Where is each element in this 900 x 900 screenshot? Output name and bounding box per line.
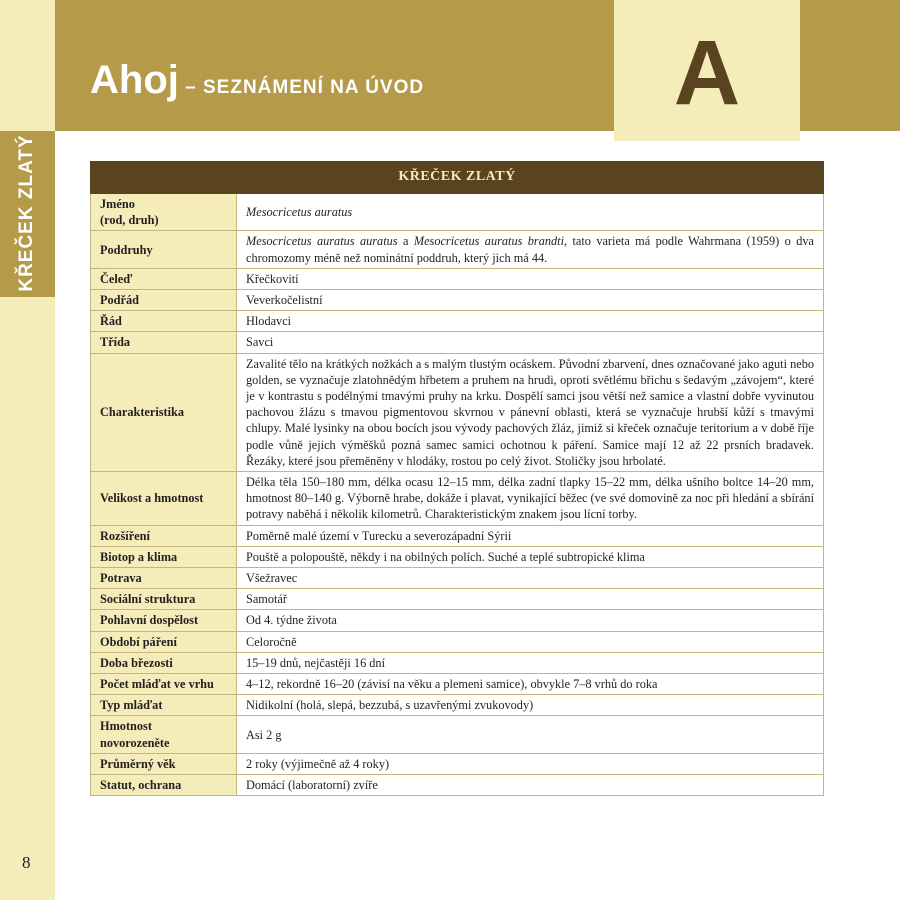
table-row (91, 472, 824, 526)
page-title (90, 58, 424, 103)
row-value: Zavalité tělo na krátkých nožkách a s malým tlustým ocáskem. Původní zbarvení, dnes označované jako aguti nebo golden, se vyznačuje zlatohnědým hřbetem a pruhem na hrudi, oproti světlému břichu s šedavým „závojem“, které je v kontrastu s podélnými tmavými pruhy na krku. Dospělí samci jsou větší než samice a vlastní dobře vyvinutou pachovou žlázu s tmavou pigmentovou skvrnou v pánevní oblasti, která se vyznačuje hrubší kůží s tmavými chlupy. Malé lysinky na obou bocích jsou vývody pachových žláz, jimiž si křeček označuje teritorium a v době říje podle vůně jejich výměšků pozná samec samici ochotnou k páření. Samice mají 12 až 22 prsních bradavek. Řezáky, které jsou přeměněny v hlodáky, rostou po celý život. Stoličky jsou hrbolaté. (237, 353, 824, 471)
row-label: Období páření (91, 631, 237, 652)
row-value: Hlodavci (237, 311, 824, 332)
row-value: Pouště a polopouště, někdy i na obilných polích. Suché a teplé subtropické klima (237, 546, 824, 567)
row-label: Velikost a hmotnost (91, 472, 237, 526)
row-label: Hmotnost novorozeněte (91, 716, 237, 753)
table-row (91, 568, 824, 589)
row-value: Celoročně (237, 631, 824, 652)
table-heading: KŘEČEK ZLATÝ (91, 162, 824, 194)
page-number: 8 (22, 853, 31, 872)
table-row (91, 290, 824, 311)
row-label: Čeleď (91, 268, 237, 289)
row-value: Veverkočelistní (237, 290, 824, 311)
row-label: Sociální struktura (91, 589, 237, 610)
row-label: Potrava (91, 568, 237, 589)
row-label: Statut, ochrana (91, 775, 237, 796)
row-label: Charakteristika (91, 353, 237, 471)
row-value: Nidikolní (holá, slepá, bezzubá, s uzavřenými zvukovody) (237, 695, 824, 716)
table-row (91, 525, 824, 546)
row-label: Doba březosti (91, 652, 237, 673)
table-row (91, 674, 824, 695)
row-label: Jméno (rod, druh) (91, 194, 237, 231)
row-label: Rozšíření (91, 525, 237, 546)
row-value: Všežravec (237, 568, 824, 589)
table-body (91, 194, 824, 796)
table-row (91, 610, 824, 631)
row-value: Savci (237, 332, 824, 353)
title-subtitle: SEZNÁMENÍ NA ÚVOD (203, 77, 425, 98)
row-value: Asi 2 g (237, 716, 824, 753)
row-label: Počet mláďat ve vrhu (91, 674, 237, 695)
row-value: Křečkovití (237, 268, 824, 289)
row-value: Domácí (laboratorní) zvíře (237, 775, 824, 796)
row-value: 4–12, rekordně 16–20 (závisí na věku a plemeni samice), obvykle 7–8 vrhů do roka (237, 674, 824, 695)
chapter-letter-box (614, 0, 800, 141)
table-row (91, 231, 824, 268)
row-value: Od 4. týdne života (237, 610, 824, 631)
row-value: Poměrně malé území v Turecku a severozápadní Sýrii (237, 525, 824, 546)
table-row (91, 268, 824, 289)
row-label: Průměrný věk (91, 753, 237, 774)
info-table (90, 161, 824, 796)
table-row (91, 652, 824, 673)
table-row (91, 775, 824, 796)
row-label: Poddruhy (91, 231, 237, 268)
row-label: Pohlavní dospělost (91, 610, 237, 631)
title-main: Ahoj (90, 58, 179, 102)
table-row (91, 631, 824, 652)
row-value: Samotář (237, 589, 824, 610)
table-row (91, 716, 824, 753)
table-row (91, 194, 824, 231)
row-label: Podřád (91, 290, 237, 311)
row-value: Mesocricetus auratus auratus a Mesocricetus auratus brandti, tato varieta má podle Wahrmana (1959) o dva chromozomy méně než nominátní poddruh, který jich má 44. (237, 231, 824, 268)
table-row (91, 353, 824, 471)
row-label: Typ mláďat (91, 695, 237, 716)
table-row (91, 695, 824, 716)
row-value: 2 roky (výjimečně až 4 roky) (237, 753, 824, 774)
chapter-letter: A (673, 21, 741, 124)
row-value: Mesocricetus auratus (237, 194, 824, 231)
row-value: 15–19 dnů, nejčastěji 16 dní (237, 652, 824, 673)
table-row (91, 589, 824, 610)
row-label: Řád (91, 311, 237, 332)
row-label: Biotop a klima (91, 546, 237, 567)
table-row (91, 332, 824, 353)
row-value: Délka těla 150–180 mm, délka ocasu 12–15 mm, délka zadní tlapky 15–22 mm, délka ušního boltce 14–20 mm, hmotnost 80–140 g. Výborně hrabe, dokáže i plavat, vynikající běžec (ve své domovině za noc při hledání a sbírání potravy naběhá i několik kilometrů. Charakteristickým znakem jsou lícní torby. (237, 472, 824, 526)
row-label: Třída (91, 332, 237, 353)
table-row (91, 311, 824, 332)
title-dash: – (178, 77, 203, 98)
table-row (91, 753, 824, 774)
table-row (91, 546, 824, 567)
sidebar-label: KŘEČEK ZLATÝ (16, 134, 37, 292)
